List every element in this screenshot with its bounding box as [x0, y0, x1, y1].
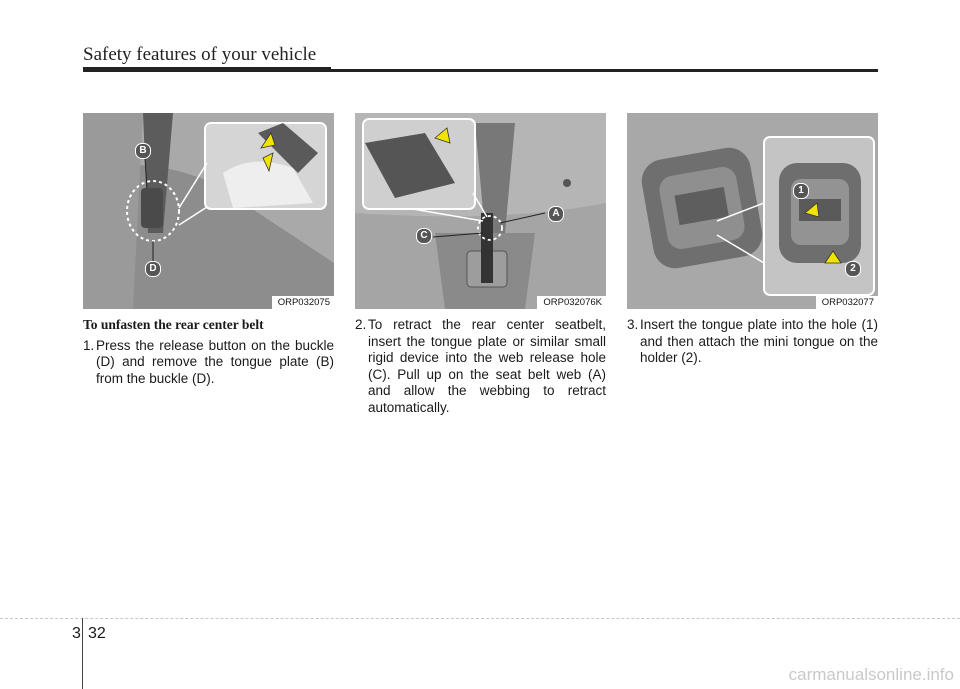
- figure-label-a: A: [548, 206, 564, 222]
- column-2-text: [355, 317, 606, 416]
- step-1: [83, 338, 334, 388]
- step-3: [627, 317, 878, 367]
- figure-retract-belt-illustration: [355, 113, 606, 309]
- step-text: Press the release button on the buckle (D) and remove the tongue plate (B) from the buckle (D).: [96, 337, 334, 386]
- footer-chapter-number: 3: [72, 625, 81, 642]
- header-rule: [83, 69, 878, 72]
- figure-unfasten-belt: [83, 113, 334, 309]
- figure-code: ORP032077: [816, 296, 878, 309]
- figure-label-d: D: [145, 261, 161, 277]
- figure-unfasten-belt-illustration: [83, 113, 334, 309]
- section-heading: To unfasten the rear center belt: [83, 317, 264, 332]
- step-2: [355, 317, 606, 416]
- figure-store-tongue-illustration: [627, 113, 878, 309]
- figure-label-2: 2: [845, 261, 861, 277]
- step-text: Insert the tongue plate into the hole (1) and then attach the mini tongue on the holder (2).: [640, 317, 878, 365]
- footer-divider: [0, 618, 960, 619]
- figure-retract-belt: [355, 113, 606, 309]
- watermark: carmanualsonline.info: [788, 665, 954, 684]
- step-number: 3.: [627, 317, 639, 332]
- footer-vertical-rule: [82, 618, 83, 689]
- figure-store-tongue: [627, 113, 878, 309]
- figure-code: ORP032076K: [537, 296, 606, 309]
- page-header-title: Safety features of your vehicle: [83, 44, 317, 65]
- step-number: 2.: [355, 317, 367, 332]
- figure-label-c: C: [416, 228, 432, 244]
- step-number: 1.: [83, 337, 95, 353]
- figure-label-1: 1: [793, 183, 809, 199]
- footer-page-number: 32: [88, 625, 106, 642]
- column-1-text: [83, 317, 334, 387]
- column-3-text: [627, 317, 878, 367]
- figure-label-b: B: [135, 143, 151, 159]
- figure-code: ORP032075: [272, 296, 334, 309]
- step-text: To retract the rear center seatbelt, insert the tongue plate or similar small rigid device into the web release hole (C). Pull up on the seat belt web (A) and allow the webbing to retract automatically.: [368, 317, 606, 415]
